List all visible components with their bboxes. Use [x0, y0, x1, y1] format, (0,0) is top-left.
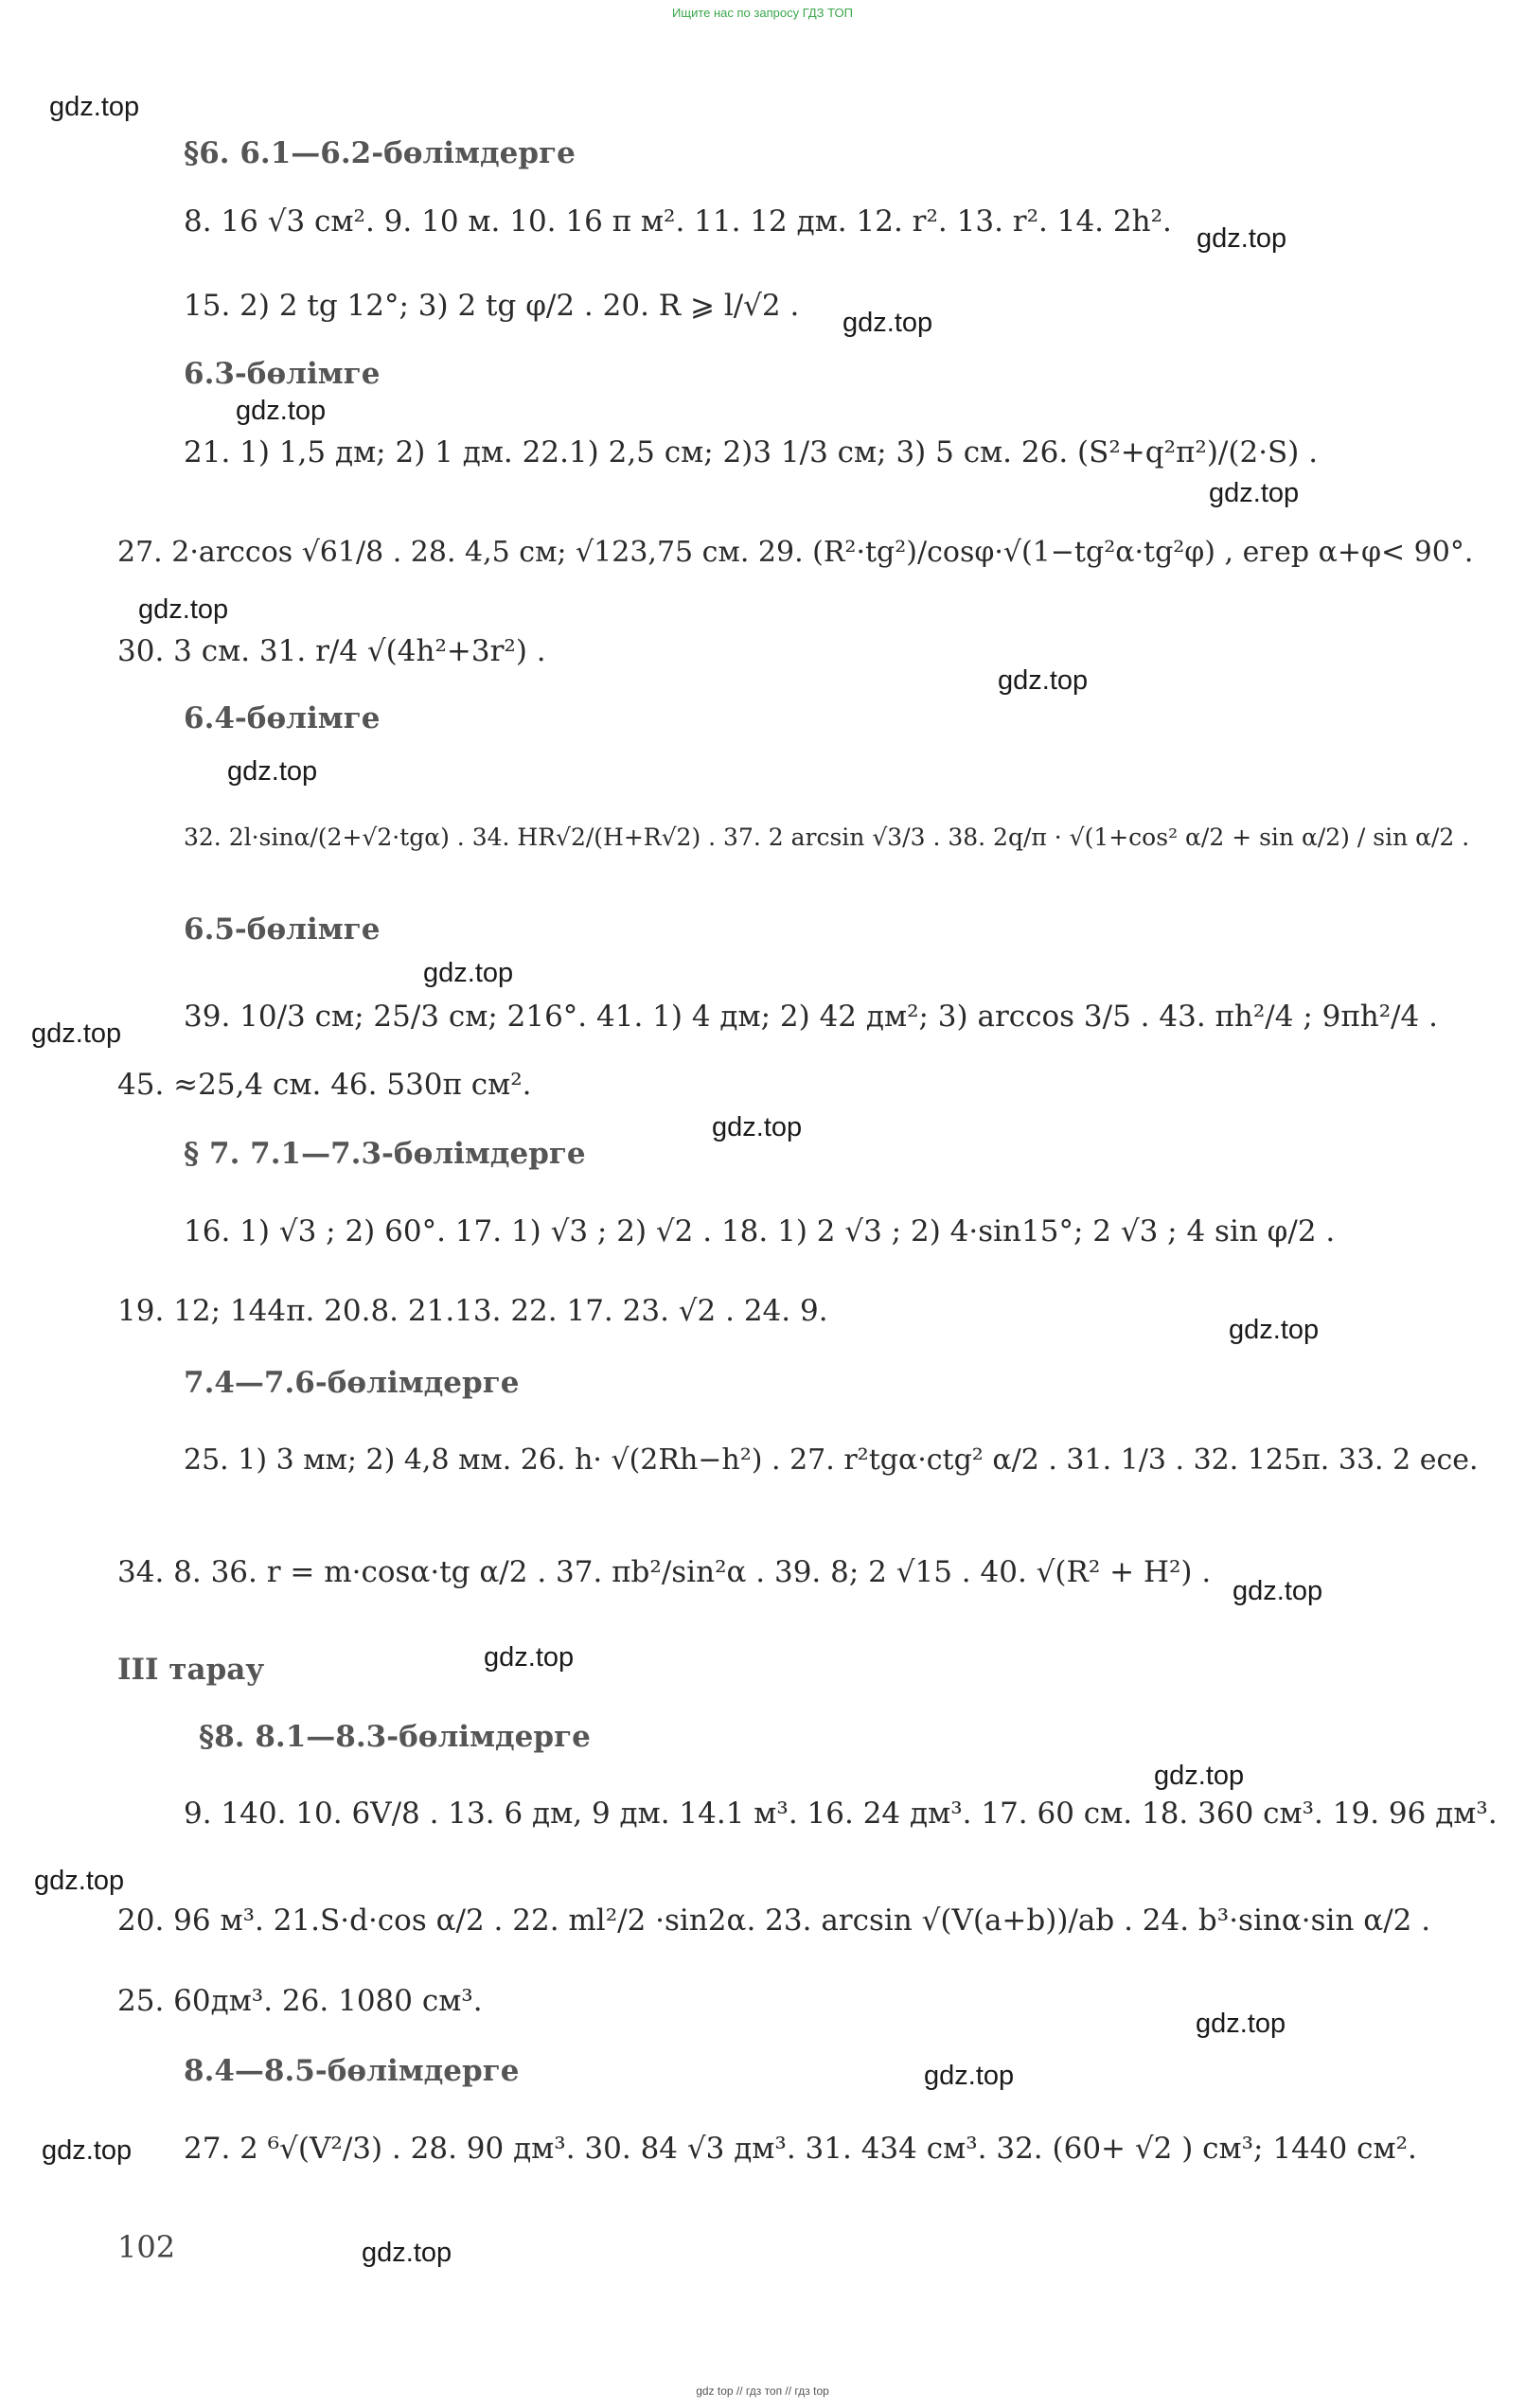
watermark: gdz.top — [1232, 1576, 1323, 1606]
section-heading: 6.5-бөлімге — [184, 912, 381, 947]
section-heading: §6. 6.1—6.2-бөлімдерге — [184, 136, 576, 170]
section-heading: 8.4—8.5-бөлімдерге — [184, 2054, 520, 2088]
section-heading: §8. 8.1—8.3-бөлімдерге — [199, 1720, 591, 1754]
section-heading: 6.4-бөлімге — [184, 701, 381, 735]
watermark: gdz.top — [998, 665, 1089, 696]
chapter-heading: III тарау — [117, 1653, 265, 1687]
answer-line: 9. 140. 10. 6V/8 . 13. 6 дм, 9 дм. 14.1 м³. 16. 24 дм³. 17. 60 см. 18. 360 см³. 19. 96 дм³. — [184, 1797, 1498, 1831]
answer-line: 45. ≈25,4 см. 46. 530π см². — [117, 1068, 532, 1102]
section-heading: § 7. 7.1—7.3-бөлімдерге — [184, 1137, 586, 1171]
answer-line: 27. 2 ⁶√(V²/3) . 28. 90 дм³. 30. 84 √3 дм³. 31. 434 см³. 32. (60+ √2 ) см³; 1440 см². — [184, 2132, 1417, 2166]
answer-line: 39. 10/3 см; 25/3 см; 216°. 41. 1) 4 дм; 2) 42 дм²; 3) arccos 3/5 . 43. πh²/4 ; 9πh²/4 . — [184, 1000, 1438, 1034]
section-heading: 6.3-бөлімге — [184, 357, 381, 391]
answer-line: 16. 1) √3 ; 2) 60°. 17. 1) √3 ; 2) √2 . 18. 1) 2 √3 ; 2) 4·sin15°; 2 √3 ; 4 sin φ/2 . — [184, 1214, 1336, 1248]
watermark: gdz.top — [138, 594, 229, 625]
answer-line: 25. 60дм³. 26. 1080 см³. — [117, 1984, 483, 2018]
watermark: gdz.top — [1197, 223, 1287, 254]
watermark: gdz.top — [49, 92, 140, 122]
answer-line: 34. 8. 36. r = m·cosα·tg α/2 . 37. πb²/sin²α . 39. 8; 2 √15 . 40. √(R² + H²) . — [117, 1555, 1212, 1589]
answer-line: 30. 3 см. 31. r/4 √(4h²+3r²) . — [117, 634, 546, 668]
watermark: gdz.top — [31, 1018, 122, 1049]
answer-line: 8. 16 √3 см². 9. 10 м. 10. 16 π м². 11. 12 дм. 12. r². 13. r². 14. 2h². — [184, 204, 1172, 239]
watermark: gdz.top — [1196, 2009, 1286, 2039]
watermark: gdz.top — [42, 2135, 133, 2166]
watermark: gdz.top — [227, 756, 318, 787]
answer-line: 19. 12; 144π. 20.8. 21.13. 22. 17. 23. √2 . 24. 9. — [117, 1294, 828, 1328]
section-heading: 7.4—7.6-бөлімдерге — [184, 1366, 520, 1400]
answer-line: 20. 96 м³. 21.S·d·cos α/2 . 22. ml²/2 ·sin2α. 23. arcsin √(V(a+b))/ab . 24. b³·sinα·sin α/2 . — [117, 1903, 1431, 1938]
answer-line: 21. 1) 1,5 дм; 2) 1 дм. 22.1) 2,5 см; 2)3 1/3 см; 3) 5 см. 26. (S²+q²π²)/(2·S) . — [184, 435, 1319, 469]
answer-line: 32. 2l·sinα/(2+√2·tgα) . 34. HR√2/(H+R√2) . 37. 2 arcsin √3/3 . 38. 2q/π · √(1+cos² α/2 + sin α/2) / sin α/2 . — [184, 823, 1470, 851]
bottom-banner[interactable]: gdz top // гдз топ // гдз top — [696, 2384, 829, 2398]
answer-line: 15. 2) 2 tg 12°; 3) 2 tg φ/2 . 20. R ⩾ l/√2 . — [184, 289, 800, 323]
watermark: gdz.top — [484, 1642, 575, 1673]
answer-line: 27. 2·arccos √61/8 . 28. 4,5 см; √123,75 см. 29. (R²·tg²)/cosφ·√(1−tg²α·tg²φ) , егер α+φ< 90°. — [117, 536, 1474, 569]
watermark: gdz.top — [924, 2061, 1015, 2091]
watermark: gdz.top — [1229, 1315, 1320, 1345]
watermark: gdz.top — [236, 396, 327, 426]
watermark: gdz.top — [842, 308, 933, 338]
watermark: gdz.top — [1209, 478, 1300, 508]
page-number: 102 — [117, 2229, 176, 2265]
watermark: gdz.top — [362, 2238, 452, 2268]
watermark: gdz.top — [34, 1866, 125, 1896]
top-banner[interactable]: Ищите нас по запросу ГДЗ ТОП — [672, 6, 853, 20]
watermark: gdz.top — [1154, 1761, 1245, 1791]
answer-line: 25. 1) 3 мм; 2) 4,8 мм. 26. h· √(2Rh−h²) . 27. r²tgα·ctg² α/2 . 31. 1/3 . 32. 125π. 33. 2 есе. — [184, 1443, 1479, 1477]
watermark: gdz.top — [712, 1112, 803, 1142]
watermark: gdz.top — [423, 958, 514, 988]
